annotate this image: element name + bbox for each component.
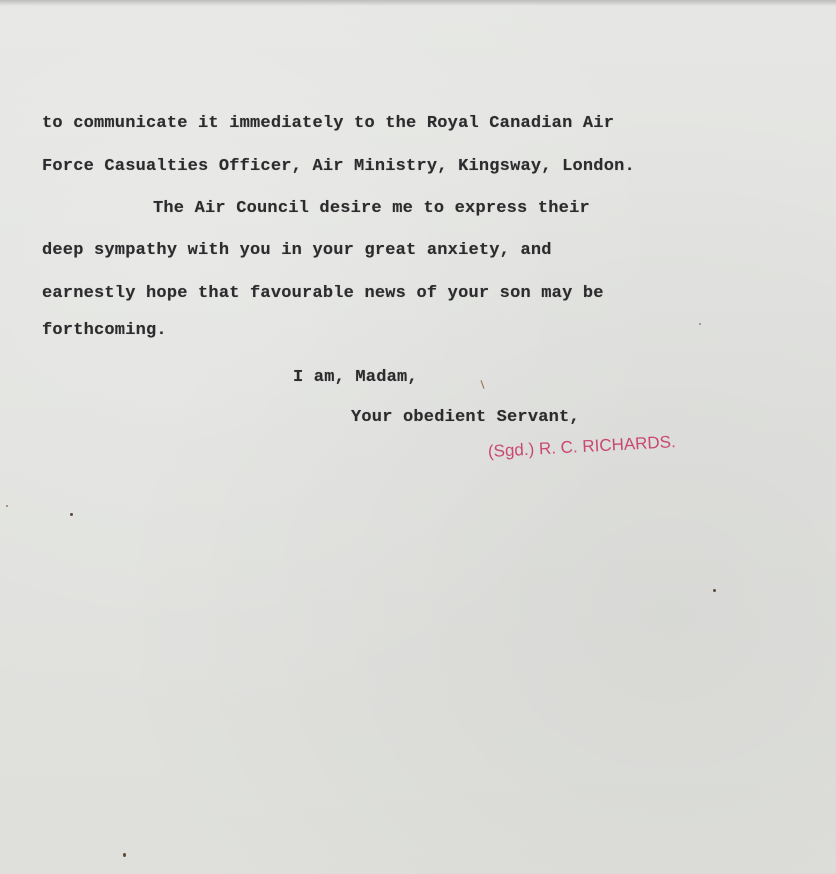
page-edge-shadow (0, 0, 836, 6)
paper-speck (713, 589, 716, 592)
letter-line-2: Force Casualties Officer, Air Ministry, Kingsway, London. (42, 157, 635, 176)
letter-line-1: to communicate it immediately to the Royal Canadian Air (42, 114, 615, 133)
paper-speck (70, 513, 73, 516)
closing-valediction: Your obedient Servant, (351, 408, 580, 427)
paper-speck (480, 380, 484, 389)
letter-line-6: forthcoming. (42, 321, 167, 340)
paper-speck (699, 323, 701, 325)
signature-stamp: (Sgd.) R. C. RICHARDS. (487, 432, 677, 461)
letter-line-3: The Air Council desire me to express their (153, 199, 590, 218)
paper-speck (6, 505, 8, 507)
closing-salutation: I am, Madam, (293, 368, 418, 387)
paper-speck (123, 853, 126, 857)
letter-line-5: earnestly hope that favourable news of your son may be (42, 284, 604, 303)
letter-line-4: deep sympathy with you in your great anxiety, and (42, 241, 552, 260)
